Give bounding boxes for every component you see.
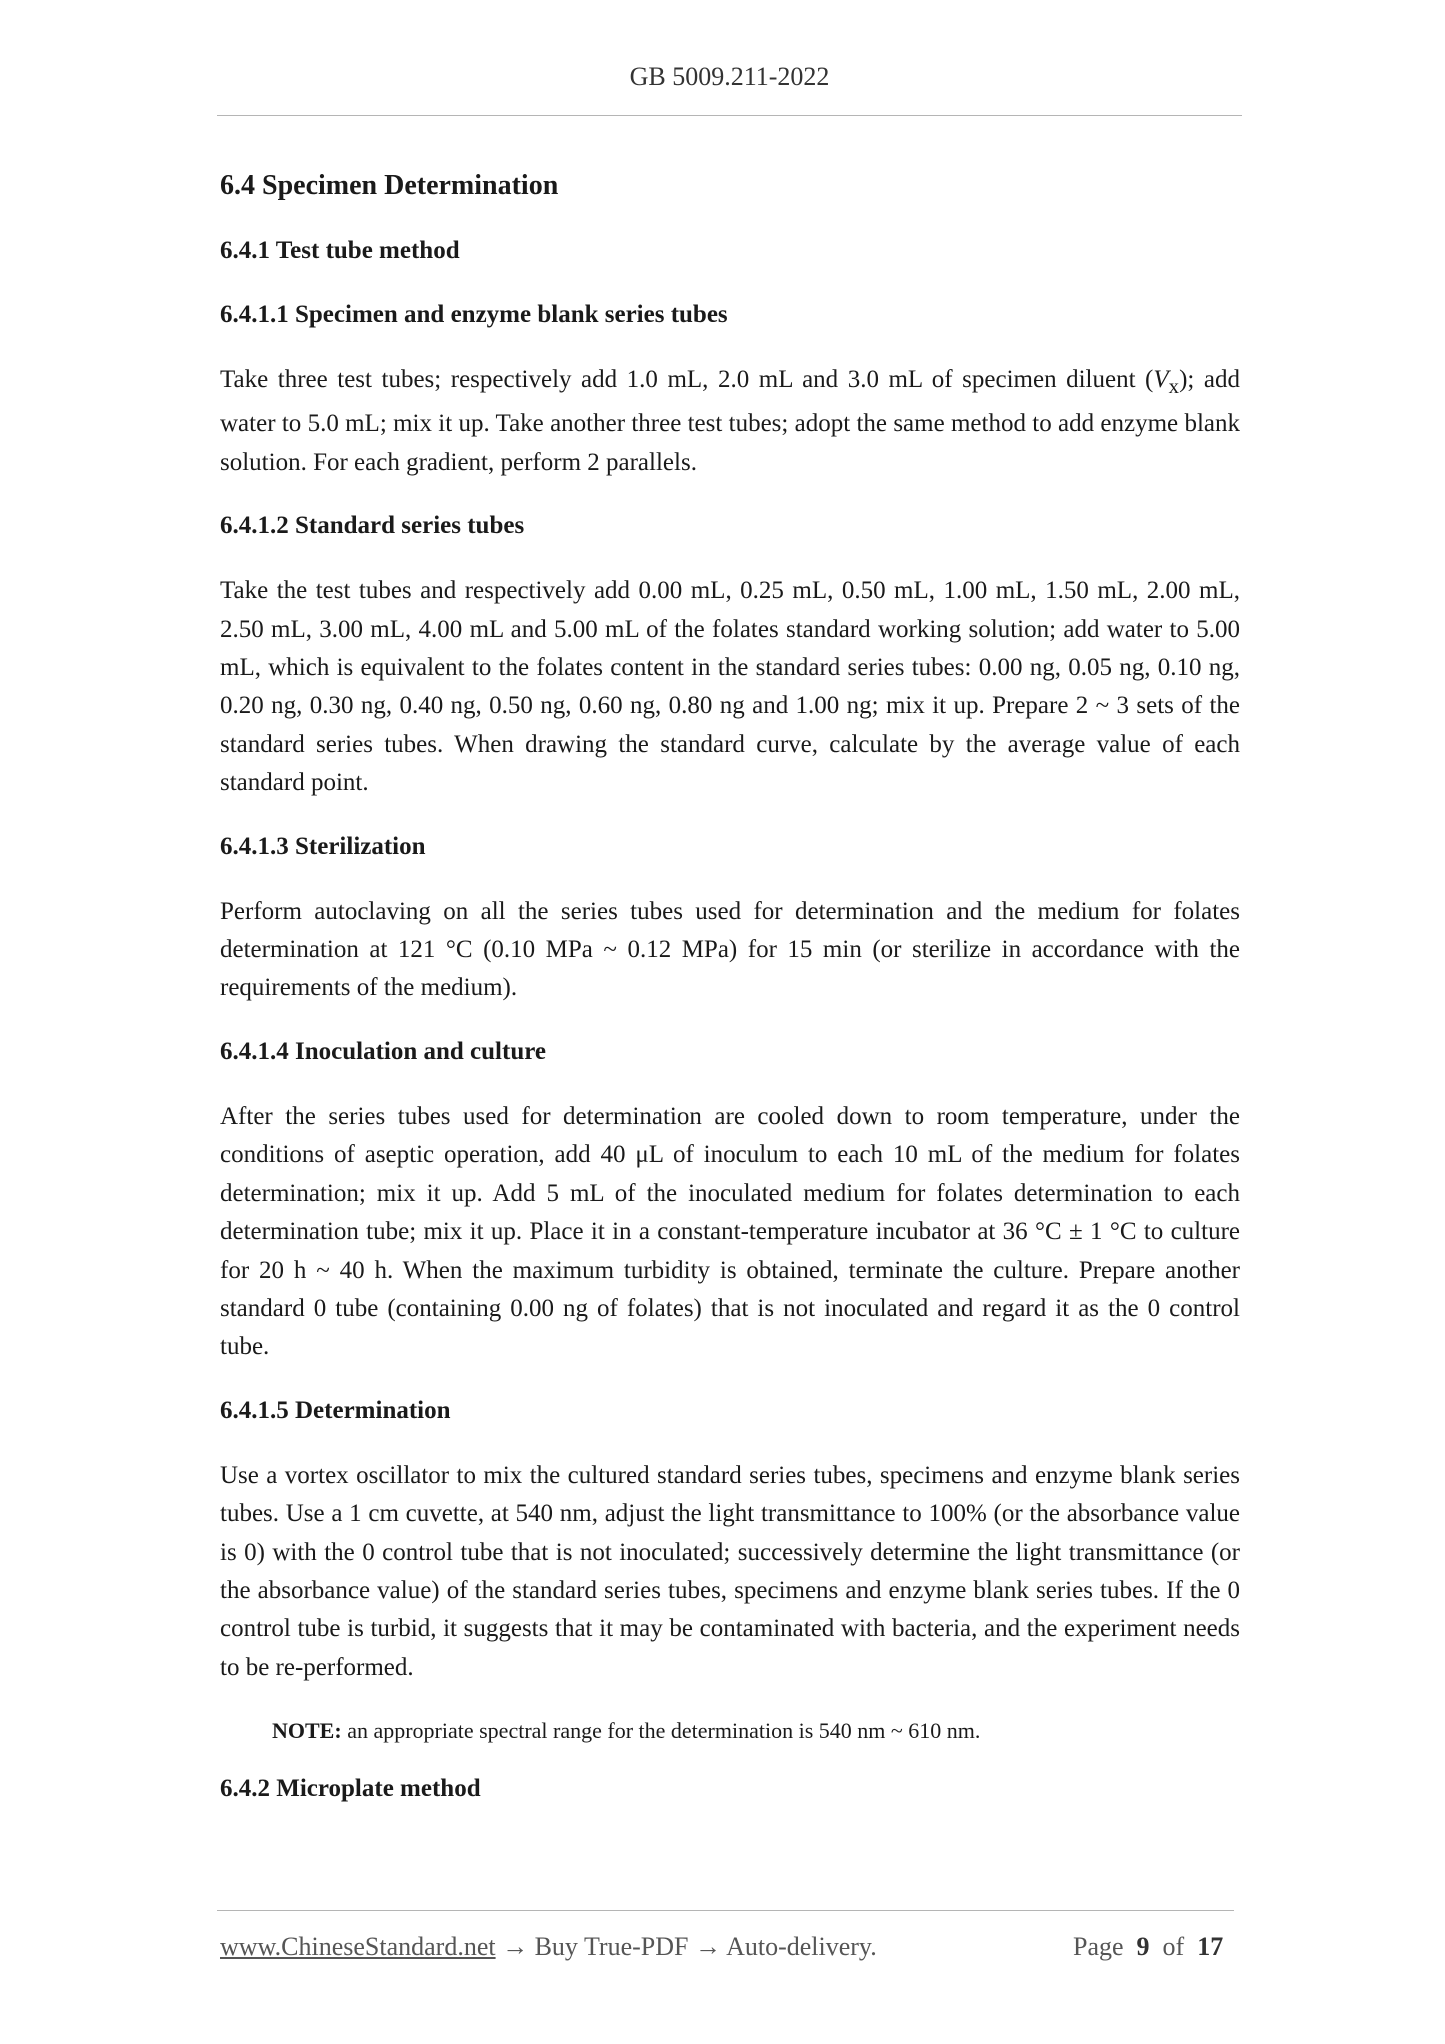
clause-6-4-1-5-title: 6.4.1.5 Determination (220, 1396, 451, 1424)
clause-6-4-1-1-text (220, 361, 1240, 482)
site-link[interactable]: www.ChineseStandard.net (220, 1932, 496, 1961)
total-pages: 17 (1197, 1932, 1224, 1961)
subsection-title: 6.4.1 Test tube method (220, 237, 460, 264)
variable-symbol: V (1153, 366, 1169, 393)
of-label: of (1162, 1932, 1185, 1961)
clause-6-4-1-3-text: Perform autoclaving on all the series tubes used for determination and the medium for folates determination at 121 °C (0.10 MPa ~ 0.12 MPa) for 15 min (or sterilize in accordance with the requirements of the medium). (220, 897, 1240, 1002)
section-title: 6.4 Specimen Determination (220, 170, 559, 201)
page-indicator (1073, 1932, 1223, 1962)
clause-6-4-1-2-text: Take the test tubes and respectively add 0.00 mL, 0.25 mL, 0.50 mL, 1.00 mL, 1.50 mL, 2.00 mL, 2.50 mL, 3.00 mL, 4.00 mL and 5.00 mL of the folates standard working solution; add water to 5.00 mL, which is equivalent to the folates content in the standard series tubes: 0.00 ng, 0.05 ng, 0.10 ng, 0.20 ng, 0.30 ng, 0.40 ng, 0.50 ng, 0.60 ng, 0.80 ng and 1.00 ng; mix it up. Prepare 2 ~ 3 sets of the standard series tubes. When drawing the standard curve, calculate by the average value of each standard point. (220, 577, 1240, 797)
clause-6-4-1-4-text: After the series tubes used for determination are cooled down to room temperature, under the conditions of aseptic operation, add 40 μL of inoculum to each 10 mL of the medium for folates determination; mix it up. Add 5 mL of the inoculated medium for folates determination to each determination tube; mix it up. Place it in a constant-temperature incubator at 36 °C ± 1 °C to culture for 20 h ~ 40 h. When the maximum turbidity is obtained, terminate the culture. Prepare another standard 0 tube (containing 0.00 ng of folates) that is not inoculated and regard it as the 0 control tube. (220, 1102, 1240, 1361)
clause-6-4-1-4-title: 6.4.1.4 Inoculation and culture (220, 1037, 546, 1065)
note-label: NOTE: (272, 1718, 342, 1744)
document-body (220, 160, 1240, 1835)
note-text: an appropriate spectral range for the determination is 540 nm ~ 610 nm. (341, 1718, 981, 1744)
footer-promo (220, 1932, 877, 1962)
note (272, 1713, 1240, 1749)
clause-6-4-1-5-text: Use a vortex oscillator to mix the cultured standard series tubes, specimens and enzyme blank series tubes. Use a 1 cm cuvette, at 540 nm, adjust the light transmittance to 100% (or the absorbance value is 0) with the 0 control tube that is not inoculated; successively determine the light transmittance (or the absorbance value) of the standard series tubes, specimens and enzyme blank series tubes. If the 0 control tube is turbid, it suggests that it may be contaminated with bacteria, and the experiment needs to be re-performed. (220, 1461, 1240, 1681)
delivery-text: Auto-delivery. (726, 1932, 877, 1961)
arrow-right-icon: → (688, 1932, 727, 1961)
current-page: 9 (1136, 1932, 1150, 1961)
clause-6-4-1-1-text-end: ); add water to 5.0 mL; mix it up. Take another three test tubes; adopt the same method to add enzyme blank solution. For each gradient, perform 2 parallels. (220, 366, 1240, 476)
variable-subscript: x (1168, 374, 1180, 398)
variable-v (1153, 366, 1180, 398)
footer-divider (217, 1910, 1234, 1911)
clause-6-4-1-3-title: 6.4.1.3 Sterilization (220, 832, 426, 860)
clause-6-4-1-1-text-start: Take three test tubes; respectively add 1.0 mL, 2.0 mL and 3.0 mL of specimen diluent ( (220, 366, 1154, 393)
clause-6-4-1-1-title: 6.4.1.1 Specimen and enzyme blank series tubes (220, 301, 728, 328)
page-label: Page (1073, 1932, 1124, 1961)
buy-text: Buy True-PDF (534, 1932, 689, 1961)
header-divider (217, 115, 1242, 116)
document-code-header: GB 5009.211-2022 (629, 62, 830, 91)
clause-6-4-1-2-title: 6.4.1.2 Standard series tubes (220, 512, 525, 540)
clause-6-4-2-title: 6.4.2 Microplate method (220, 1775, 481, 1803)
arrow-right-icon: → (495, 1932, 535, 1961)
